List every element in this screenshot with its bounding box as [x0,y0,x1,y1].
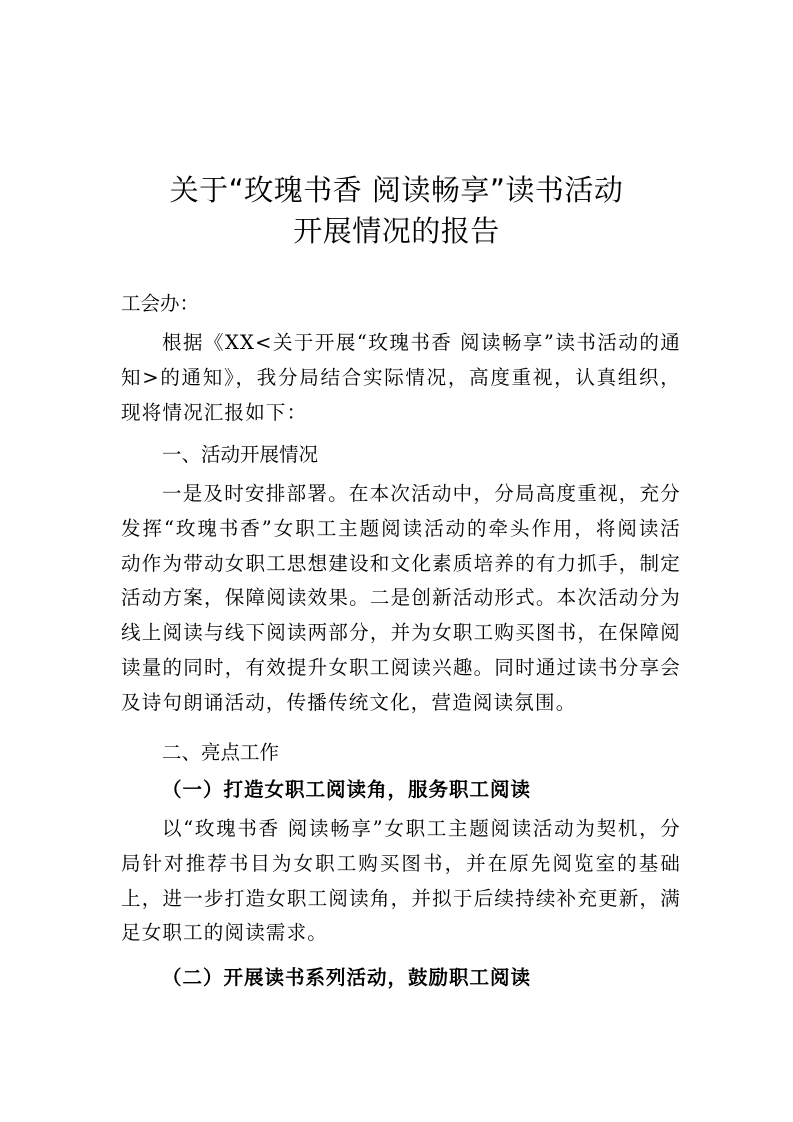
subsection-1-heading: （一）打造女职工阅读角，服务职工阅读 [162,778,532,801]
intro-paragraph: 根据《XX<关于开展“玫瑰书香 阅读畅享”读书活动的通知>的通知》，我分局结合实际情况，高度重视，认真组织，现将情况汇报如下： [121,331,681,424]
subsection-1-paragraph: 以“玫瑰书香 阅读畅享”女职工主题阅读活动为契机，分局针对推荐书目为女职工购买图书，并在原先阅览室的基础上，进一步打造女职工阅读角，并拟于后续持续补充更新，满足女职工的阅读需求。 [121,817,681,945]
salutation: 工会办： [121,292,200,315]
section-2-heading: 二、亮点工作 [162,741,280,764]
document-title-line-2: 开展情况的报告 [293,214,500,248]
section-1-paragraph: 一是及时安排部署。在本次活动中，分局高度重视，充分发挥“玫瑰书香”女职工主题阅读活动的牵头作用，将阅读活动作为带动女职工思想建设和文化素质培养的有力抓手，制定活动方案，保障阅读效果。二是创新活动形式。本次活动分为线上阅读与线下阅读两部分，并为女职工购买图书，在保障阅读量的同时，有效提升女职工阅读兴趣。同时通过读书分享会及诗句朗诵活动，传播传统文化，营造阅读氛围。 [121,482,681,714]
document-title-line-1: 关于“玫瑰书香 阅读畅享”读书活动 [169,173,624,207]
section-1-heading: 一、活动开展情况 [162,443,319,466]
subsection-2-heading: （二）开展读书系列活动，鼓励职工阅读 [162,966,532,989]
